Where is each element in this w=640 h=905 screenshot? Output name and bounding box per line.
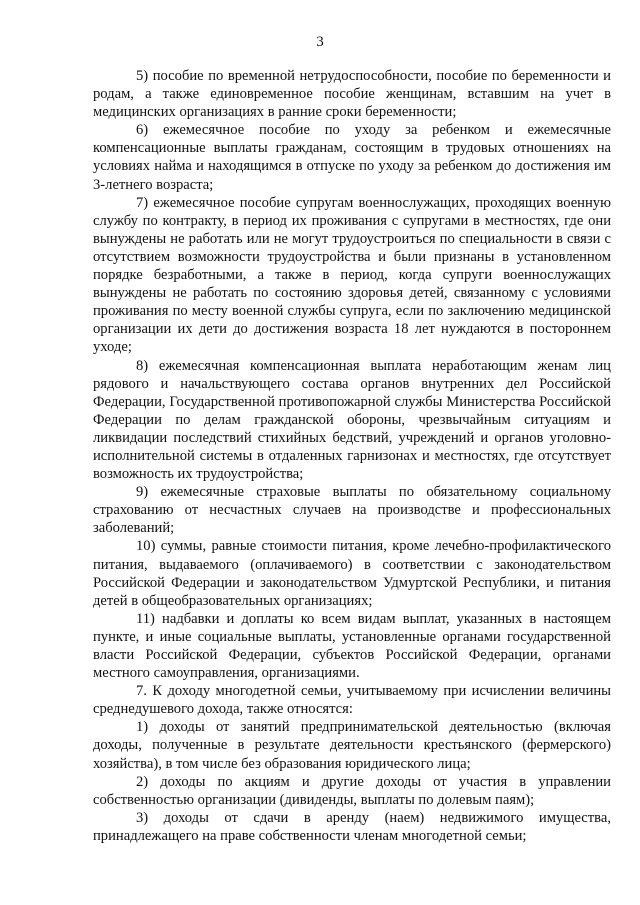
paragraph-item-7: 7) ежемесячное пособие супругам военнослужащих, проходящих военную службу по контракту, в период их проживания с супругами в местностях, где они вынуждены не работать или не могут трудоустроиться по специальности в связи с отсутствием возможности трудоустройства и были признаны в установленном порядке безработными, а также в период, когда супруги военнослужащих вынуждены не работать по состоянию здоровья детей, связанному с условиями проживания по месту военной службы супруга, если по заключению медицинской организации их дети до достижения возраста 18 лет нуждаются в постороннем уходе; <box>93 194 611 356</box>
document-body <box>93 67 611 845</box>
page-number: 3 <box>316 34 324 50</box>
paragraph-section-7: 7. К доходу многодетной семьи, учитываемому при исчислении величины среднедушевого дохода, также относятся: <box>93 683 611 718</box>
paragraph-item-5: 5) пособие по временной нетрудоспособности, пособие по беременности и родам, а также единовременное пособие женщинам, вставшим на учет в медицинских организациях в ранние сроки беременности; <box>93 68 611 121</box>
paragraph-subitem-2: 2) доходы по акциям и другие доходы от участия в управлении собственностью организации (дивиденды, выплаты по долевым паям); <box>93 773 611 808</box>
paragraph-subitem-1: 1) доходы от занятий предпринимательской деятельностью (включая доходы, полученные в результате деятельности крестьянского (фермерского) хозяйства), в том числе без образования юридического лица; <box>93 719 611 772</box>
paragraph-subitem-3: 3) доходы от сдачи в аренду (наем) недвижимого имущества, принадлежащего на праве собственности членам многодетной семьи; <box>93 809 611 844</box>
paragraph-item-11: 11) надбавки и доплаты ко всем видам выплат, указанных в настоящем пункте, и иные социальные выплаты, установленные органами государственной власти Российской Федерации, субъектов Российской Федерации, органами местного самоуправления, организациями. <box>93 610 611 682</box>
paragraph-item-10: 10) суммы, равные стоимости питания, кроме лечебно-профилактического питания, выдаваемого (оплачиваемого) в соответствии с законодательством Российской Федерации и законодательством Удмуртской Республики, и питания детей в общеобразовательных организациях; <box>93 538 611 609</box>
paragraph-item-6: 6) ежемесячное пособие по уходу за ребенком и ежемесячные компенсационные выплаты гражданам, состоящим в трудовых отношениях на условиях найма и находящимся в отпуске по уходу за ребенком до достижения им 3-летнего возраста; <box>93 122 611 193</box>
paragraph-item-8: 8) ежемесячная компенсационная выплата неработающим женам лиц рядового и начальствующего состава органов внутренних дел Российской Федерации, Государственной противопожарной службы Министерства Российской Федерации по делам гражданской обороны, чрезвычайным ситуациям и ликвидации последствий стихийных бедствий, учреждений и органов уголовно-исполнительной системы в отдаленных гарнизонах и местностях, где отсутствует возможность их трудоустройства; <box>93 357 611 483</box>
paragraph-item-9: 9) ежемесячные страховые выплаты по обязательному социальному страхованию от несчастных случаев на производстве и профессиональных заболеваний; <box>93 484 611 537</box>
